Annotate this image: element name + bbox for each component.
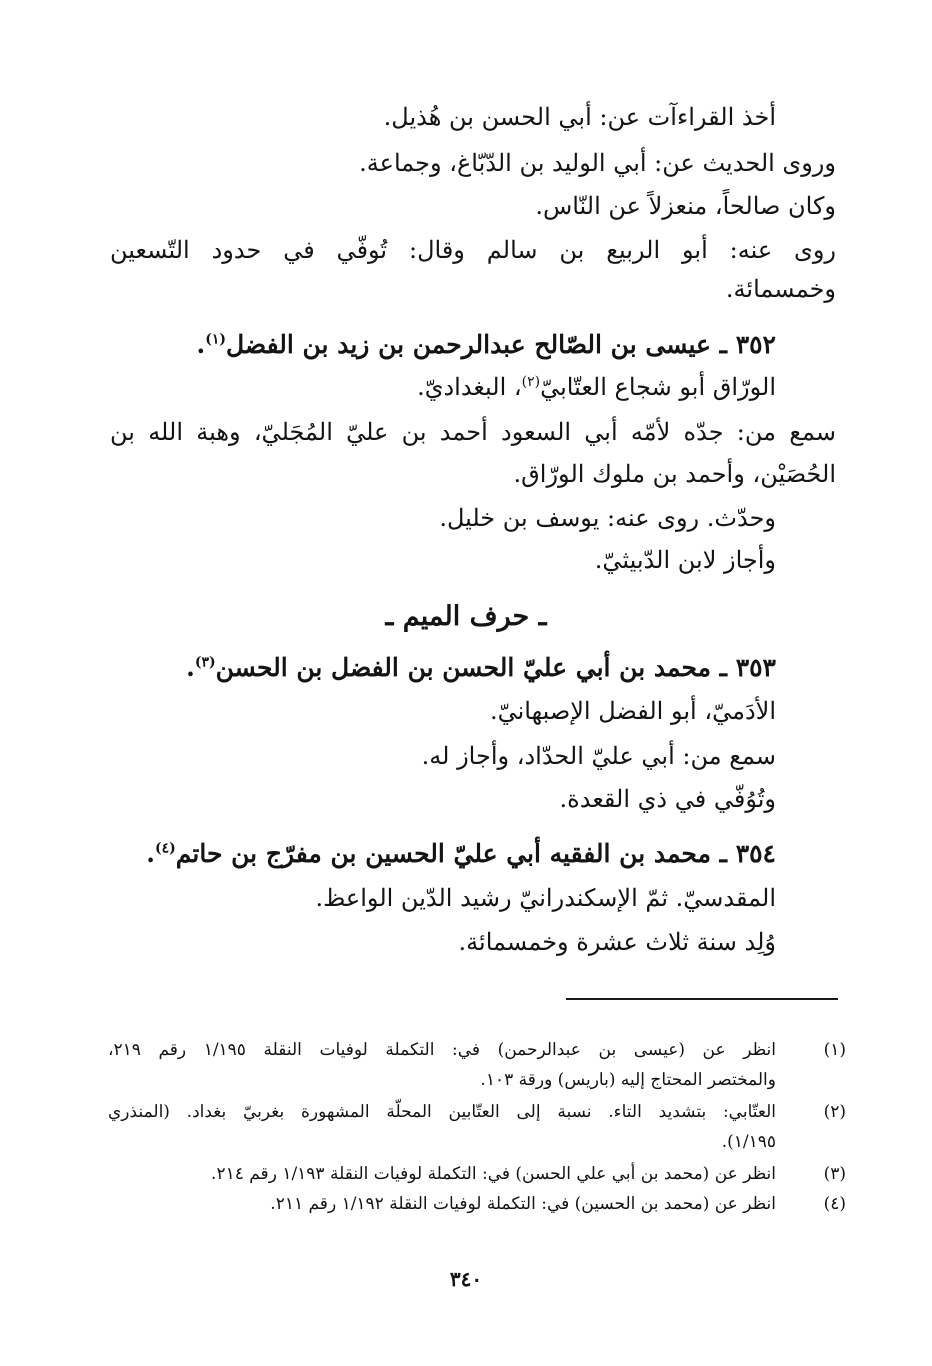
- entry-354-line: وُلِد سنة ثلاث عشرة وخمسمائة.: [458, 928, 776, 956]
- line-text: ، البغداديّ.: [417, 373, 522, 401]
- footnote-ref: (١): [205, 331, 226, 348]
- footnote-ref: (٣): [194, 654, 216, 671]
- footnote-line: والمختصر المحتاج إليه (باريس) ورقة ١٠٣.: [480, 1070, 776, 1090]
- entry-352-line: وحدّث. روى عنه: يوسف بن خليل.: [439, 504, 776, 532]
- footnote-ref: (٤): [154, 840, 176, 857]
- footnote-rule: [566, 998, 838, 1000]
- footnote-number: (١): [823, 1040, 846, 1060]
- footnote-ref: (٢): [521, 374, 541, 390]
- entry-353-line: وتُوُفّي في ذي القعدة.: [559, 785, 776, 813]
- section-heading: ـ حرف الميم ـ: [385, 601, 547, 632]
- footnote-number: (٤): [823, 1194, 846, 1214]
- line-text: الورّاق أبو شجاع العتّابيّ: [540, 373, 776, 401]
- footnote-line: العتّابي: بتشديد التاء. نسبة إلى العتّابين المحلّة المشهورة بغربيّ بغداد. (المنذري: [108, 1102, 776, 1122]
- entry-title-end: .: [146, 839, 155, 868]
- footnote-line: انظر عن (محمد بن أبي علي الحسن) في: التكملة لوفيات النقلة ١/١٩٣ رقم ٢١٤.: [211, 1164, 776, 1184]
- entry-title-end: .: [186, 653, 195, 682]
- footnote-line: انظر عن (محمد بن الحسين) في: التكملة لوفيات النقلة ١/١٩٢ رقم ٢١١.: [270, 1194, 776, 1214]
- entry-353-line: الأدَميّ، أبو الفضل الإصبهانيّ.: [489, 697, 776, 725]
- body-line: أخذ القراءآت عن: أبي الحسن بن هُذيل.: [383, 103, 776, 131]
- entry-352-line: [417, 369, 776, 405]
- entry-title-end: .: [196, 330, 206, 359]
- entry-354-line: المقدسيّ. ثمّ الإسكندرانيّ رشيد الدّين الواعظ.: [315, 884, 776, 912]
- body-line: روى عنه: أبو الربيع بن سالم وقال: تُوفّي في حدود التّسعين: [110, 236, 837, 264]
- entry-352-title: [197, 327, 777, 363]
- footnote-line: انظر عن (عيسى بن عبدالرحمن) في: التكملة لوفيات النقلة ١/١٩٥ رقم ٢١٩،: [108, 1040, 776, 1060]
- body-line: وروى الحديث عن: أبي الوليد بن الدّبّاغ، وجماعة.: [359, 149, 836, 177]
- entry-title-text: ٣٥٢ ـ عيسى بن الصّالح عبدالرحمن بن زيد بن الفضل: [226, 330, 776, 359]
- entry-352-line: سمع من: جدّه لأمّه أبي السعود أحمد بن عليّ المُجَليّ، وهبة الله بن: [110, 418, 836, 446]
- footnote-line: ١/١٩٥).: [721, 1132, 776, 1152]
- footnote-number: (٢): [823, 1102, 846, 1122]
- footnote-number: (٣): [823, 1164, 846, 1184]
- entry-352-line: وأجاز لابن الدّبيثيّ.: [594, 546, 776, 574]
- body-line: وخمسمائة.: [725, 275, 836, 303]
- entry-354-title: [146, 836, 776, 872]
- page-number: ٣٤٠: [449, 1267, 483, 1291]
- body-line: وكان صالحاً، منعزلاً عن النّاس.: [535, 192, 836, 220]
- entry-353-title: [186, 650, 776, 686]
- entry-title-text: ٣٥٤ ـ محمد بن الفقيه أبي عليّ الحسين بن مفرّج بن حاتم: [175, 839, 776, 868]
- entry-352-line: الحُصَيْن، وأحمد بن ملوك الورّاق.: [513, 460, 836, 488]
- entry-353-line: سمع من: أبي عليّ الحدّاد، وأجاز له.: [421, 742, 776, 770]
- entry-title-text: ٣٥٣ ـ محمد بن أبي عليّ الحسن بن الفضل بن الحسن: [215, 653, 776, 682]
